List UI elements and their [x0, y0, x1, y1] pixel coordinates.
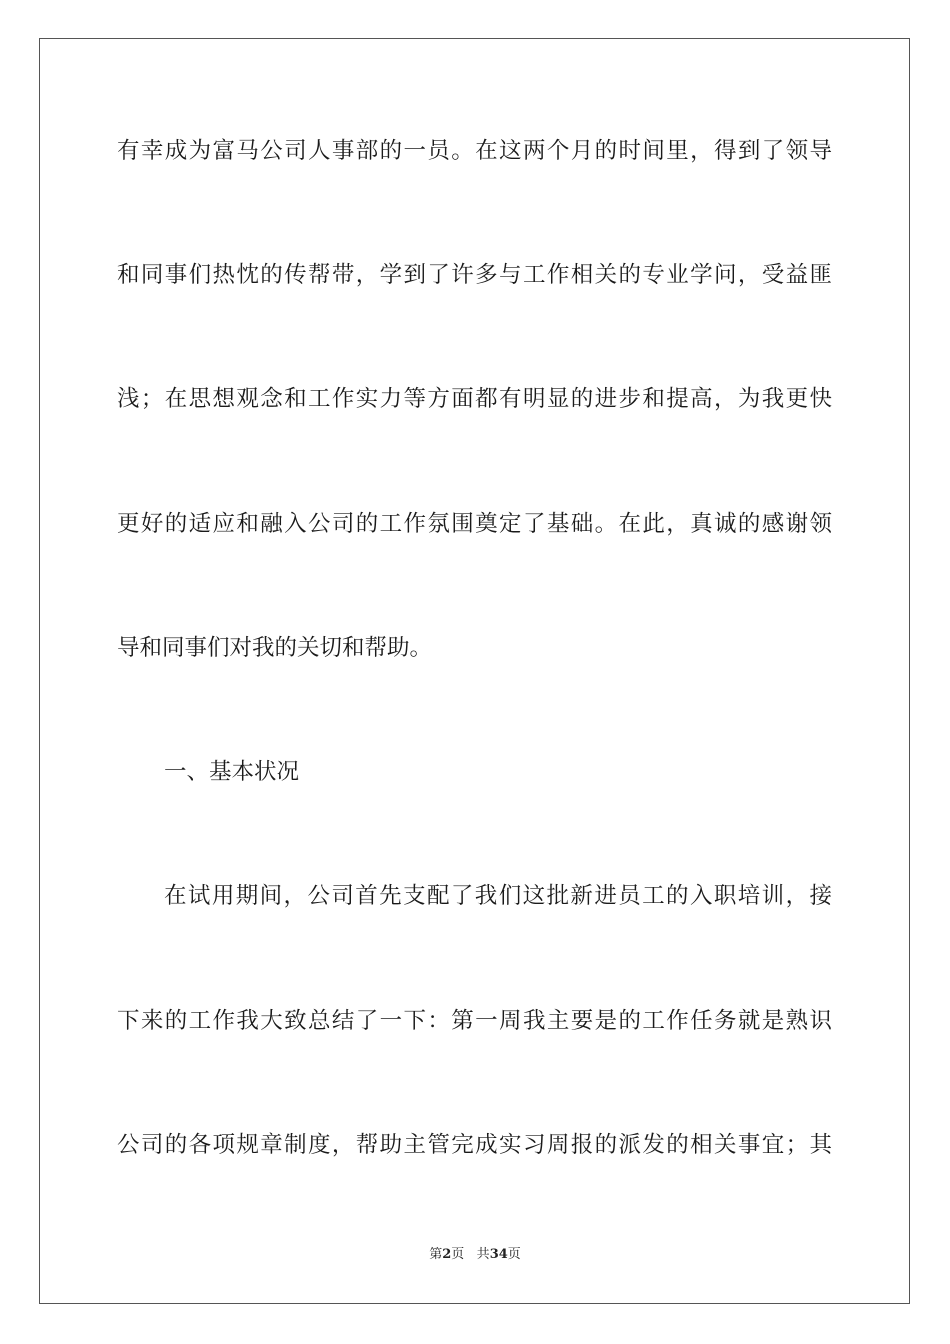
text-line: 在试用期间，公司首先支配了我们这批新进员工的入职培训，接: [164, 883, 832, 909]
page-border: [39, 38, 910, 1304]
text-line: 公司的各项规章制度，帮助主管完成实习周报的派发的相关事宜；其: [117, 1132, 832, 1158]
section-heading: 一、基本状况: [164, 759, 300, 785]
footer-page-number: 2: [442, 1247, 452, 1262]
footer-page-suffix: 页: [451, 1247, 465, 1262]
text-line: 有幸成为富马公司人事部的一员。在这两个月的时间里，得到了领导: [117, 138, 832, 164]
text-line: 浅；在思想观念和工作实力等方面都有明显的进步和提高，为我更快: [117, 386, 832, 412]
footer-page-prefix: 第: [429, 1247, 443, 1262]
footer-total-suffix: 页: [507, 1247, 521, 1262]
footer-total-pages: 34: [489, 1247, 508, 1262]
page-footer: [0, 1246, 950, 1264]
footer-total-prefix: 共: [476, 1247, 490, 1262]
text-line: 更好的适应和融入公司的工作氛围奠定了基础。在此，真诚的感谢领: [117, 511, 832, 537]
text-line: 导和同事们对我的关切和帮助。: [117, 635, 433, 661]
text-line: 下来的工作我大致总结了一下：第一周我主要是的工作任务就是熟识: [117, 1008, 832, 1034]
text-line: 和同事们热忱的传帮带，学到了许多与工作相关的专业学问，受益匪: [117, 262, 832, 288]
